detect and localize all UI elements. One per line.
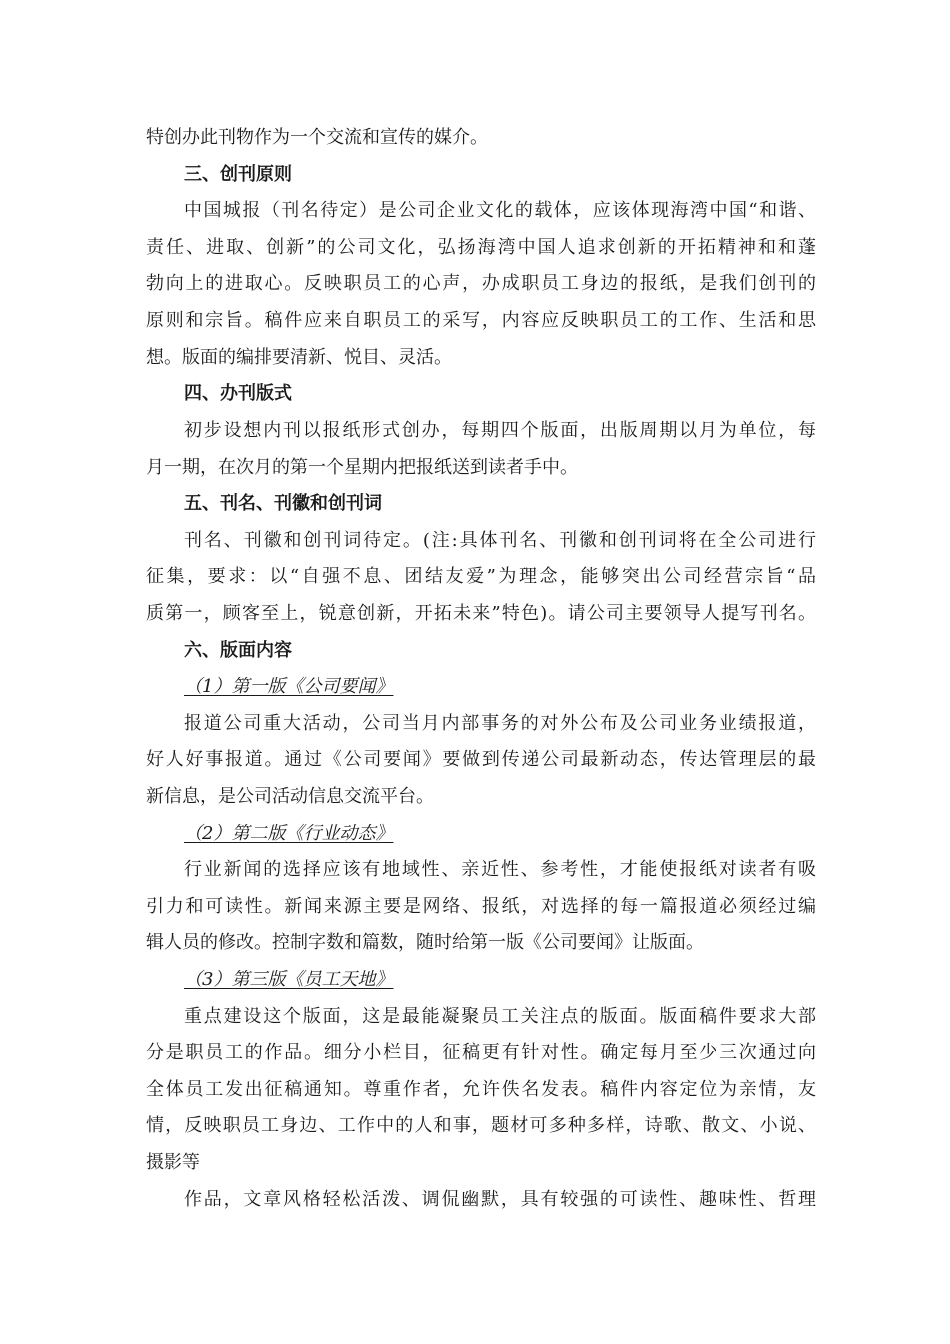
paragraph-line: 好人好事报道。通过《公司要闻》要做到传递公司最新动态，传达管理层的最: [146, 749, 816, 770]
paragraph-line: 分是职员工的作品。细分小栏目，征稿更有针对性。确定每月至少三次通过向: [146, 1042, 816, 1063]
paragraph-line: 特创办此刊物作为一个交流和宣传的媒介。: [146, 127, 488, 148]
subsection-heading: （1）第一版《公司要闻》: [184, 676, 394, 697]
paragraph-line: 质第一，顾客至上，锐意创新，开拓未来”特色)。请公司主要领导人提写刊名。: [146, 603, 816, 624]
section-heading: 三、创刊原则: [184, 164, 292, 185]
paragraph-line: 刊名、刊徽和创刊词待定。(注:具体刊名、刊徽和创刊词将在全公司进行: [184, 530, 816, 551]
paragraph-line: 报道公司重大活动，公司当月内部事务的对外公布及公司业务业绩报道，: [184, 713, 816, 734]
paragraph-line: 勃向上的进取心。反映职员工的心声，办成职员工身边的报纸，是我们创刊的: [146, 273, 816, 294]
section-heading: 六、版面内容: [184, 640, 292, 661]
paragraph-line: 初步设想内刊以报纸形式创办，每期四个版面，出版周期以月为单位，每: [184, 420, 816, 441]
section-heading: 四、办刊版式: [184, 383, 292, 404]
paragraph-line: 想。版面的编排要清新、悦目、灵活。: [146, 347, 452, 368]
paragraph-line: 原则和宗旨。稿件应来自职员工的采写，内容应反映职员工的工作、生活和思: [146, 310, 816, 331]
paragraph-line: 新信息，是公司活动信息交流平台。: [146, 786, 434, 807]
paragraph-line: 全体员工发出征稿通知。尊重作者，允许佚名发表。稿件内容定位为亲情，友: [146, 1079, 816, 1100]
subsection-heading: （3）第三版《员工天地》: [184, 969, 394, 990]
paragraph-line: 摄影等: [146, 1152, 200, 1173]
paragraph-line: 重点建设这个版面，这是最能凝聚员工关注点的版面。版面稿件要求大部: [184, 1006, 816, 1027]
paragraph-line: 中国城报（刊名待定）是公司企业文化的载体，应该体现海湾中国“和谐、: [184, 200, 816, 221]
subsection-heading: （2）第二版《行业动态》: [184, 823, 394, 844]
section-heading: 五、刊名、刊徽和创刊词: [184, 493, 382, 514]
paragraph-line: 责任、进取、创新”的公司文化，弘扬海湾中国人追求创新的开拓精神和和蓬: [146, 237, 816, 258]
paragraph-line: 作品，文章风格轻松活泼、调侃幽默，具有较强的可读性、趣味性、哲理: [184, 1189, 816, 1210]
paragraph-line: 引力和可读性。新闻来源主要是网络、报纸，对选择的每一篇报道必须经过编: [146, 896, 816, 917]
paragraph-line: 征集，要求：以“自强不息、团结友爱”为理念，能够突出公司经营宗旨“品: [146, 566, 816, 587]
paragraph-line: 情，反映职员工身边、工作中的人和事，题材可多种多样，诗歌、散文、小说、: [146, 1115, 816, 1136]
paragraph-line: 月一期，在次月的第一个星期内把报纸送到读者手中。: [146, 457, 578, 478]
paragraph-line: 行业新闻的选择应该有地域性、亲近性、参考性，才能使报纸对读者有吸: [184, 859, 816, 880]
paragraph-line: 辑人员的修改。控制字数和篇数，随时给第一版《公司要闻》让版面。: [146, 932, 704, 953]
